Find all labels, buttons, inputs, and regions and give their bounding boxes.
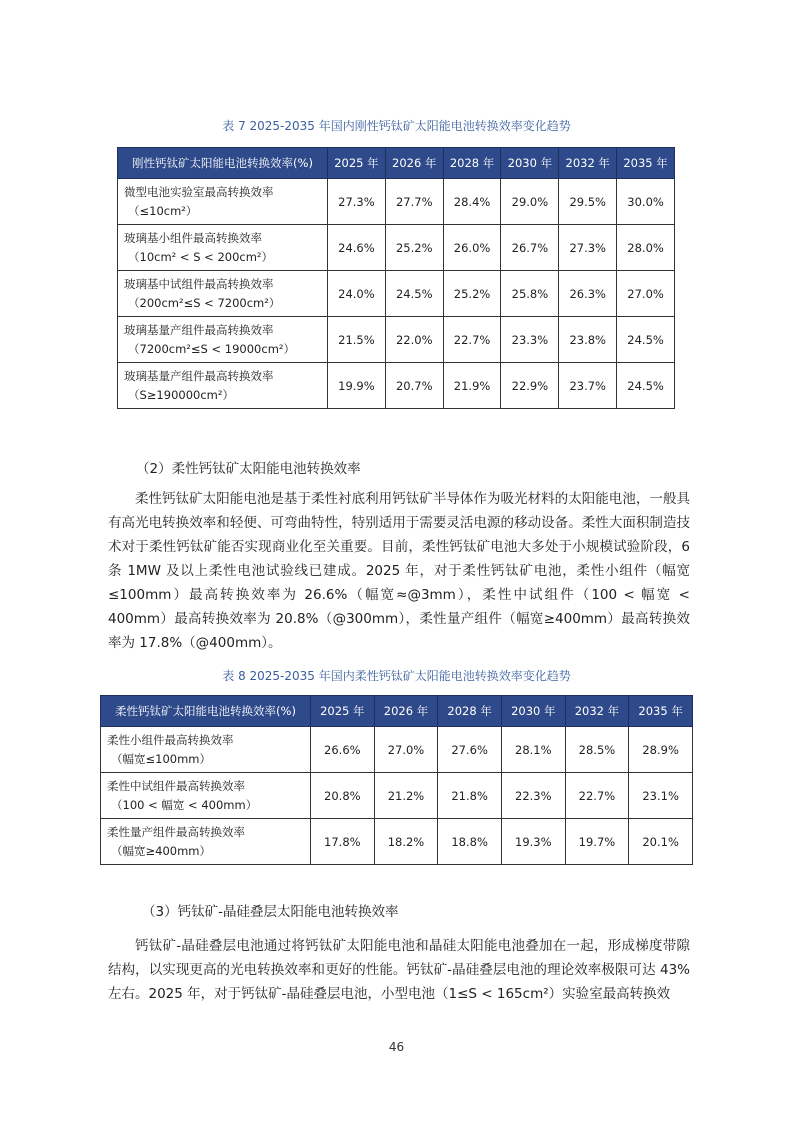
value-cell: 21.9%	[443, 363, 501, 409]
table7-header-cell: 刚性钙钛矿太阳能电池转换效率(%)	[118, 148, 328, 179]
section3-paragraph	[108, 934, 690, 1006]
value-cell: 18.2%	[374, 819, 438, 865]
table7	[117, 147, 675, 409]
table7-header-cell: 2030 年	[501, 148, 559, 179]
table7-header-cell: 2028 年	[443, 148, 501, 179]
value-cell: 22.3%	[501, 773, 565, 819]
row-label: 玻璃基中试组件最高转换效率	[124, 276, 274, 291]
row-label: 玻璃基量产组件最高转换效率	[124, 322, 274, 337]
value-cell: 22.0%	[385, 317, 443, 363]
table7-row	[118, 225, 675, 271]
value-cell: 25.8%	[501, 271, 559, 317]
value-cell: 24.5%	[617, 363, 675, 409]
table7-header-cell: 2032 年	[559, 148, 617, 179]
row-sublabel: （≤10cm²）	[128, 203, 198, 218]
value-cell: 27.0%	[374, 727, 438, 773]
value-cell: 24.0%	[328, 271, 386, 317]
row-sublabel: （7200cm²≤S < 19000cm²）	[128, 341, 296, 356]
value-cell: 17.8%	[311, 819, 375, 865]
table8-header-cell: 2030 年	[501, 696, 565, 727]
value-cell: 18.8%	[438, 819, 502, 865]
row-sublabel: （S≥190000cm²）	[128, 387, 234, 402]
row-label: 柔性量产组件最高转换效率	[107, 824, 245, 839]
value-cell: 28.5%	[565, 727, 629, 773]
table7-row	[118, 179, 675, 225]
value-cell: 27.7%	[385, 179, 443, 225]
value-cell: 23.1%	[629, 773, 693, 819]
table8-caption: 表 8 2025-2035 年国内柔性钙钛矿太阳能电池转换效率变化趋势	[222, 669, 571, 683]
value-cell: 24.5%	[385, 271, 443, 317]
value-cell: 24.5%	[617, 317, 675, 363]
value-cell: 27.6%	[438, 727, 502, 773]
table7-row	[118, 317, 675, 363]
table8-header-cell: 2028 年	[438, 696, 502, 727]
section3-text: 钙钛矿-晶硅叠层电池通过将钙钛矿太阳能电池和晶硅太阳能电池叠加在一起，形成梯度带隙结构，以实现更高的光电转换效率和更好的性能。钙钛矿-晶硅叠层电池的理论效率极限可达 43%左右。2025 年，对于钙钛矿-晶硅叠层电池，小型电池（1≤S < 165cm²）实验室最高转换效	[108, 938, 690, 1002]
value-cell: 25.2%	[385, 225, 443, 271]
value-cell: 28.4%	[443, 179, 501, 225]
table8-row	[101, 773, 693, 819]
value-cell: 25.2%	[443, 271, 501, 317]
table7-header-cell: 2025 年	[328, 148, 386, 179]
value-cell: 23.7%	[559, 363, 617, 409]
value-cell: 22.9%	[501, 363, 559, 409]
row-label-cell	[101, 819, 311, 865]
value-cell: 28.0%	[617, 225, 675, 271]
value-cell: 27.0%	[617, 271, 675, 317]
value-cell: 20.8%	[311, 773, 375, 819]
table8-header-cell: 2032 年	[565, 696, 629, 727]
value-cell: 19.7%	[565, 819, 629, 865]
table8-row	[101, 727, 693, 773]
section3-heading: （3）钙钛矿-晶硅叠层太阳能电池转换效率	[142, 904, 399, 920]
row-sublabel: （幅宽≥400mm）	[111, 843, 211, 858]
value-cell: 27.3%	[328, 179, 386, 225]
value-cell: 26.7%	[501, 225, 559, 271]
value-cell: 23.8%	[559, 317, 617, 363]
row-label-cell	[118, 271, 328, 317]
row-label: 玻璃基小组件最高转换效率	[124, 230, 262, 245]
value-cell: 26.6%	[311, 727, 375, 773]
table7-row	[118, 271, 675, 317]
section2-heading: （2）柔性钙钛矿太阳能电池转换效率	[136, 461, 361, 477]
value-cell: 19.9%	[328, 363, 386, 409]
value-cell: 27.3%	[559, 225, 617, 271]
row-sublabel: （10cm² < S < 200cm²）	[128, 249, 274, 264]
table8-row	[101, 819, 693, 865]
value-cell: 22.7%	[565, 773, 629, 819]
table8-header-row	[101, 696, 693, 727]
value-cell: 23.3%	[501, 317, 559, 363]
row-label: 柔性小组件最高转换效率	[107, 732, 234, 747]
value-cell: 22.7%	[443, 317, 501, 363]
value-cell: 28.9%	[629, 727, 693, 773]
value-cell: 28.1%	[501, 727, 565, 773]
row-label: 微型电池实验室最高转换效率	[124, 184, 274, 199]
table8-header-cell: 2026 年	[374, 696, 438, 727]
table7-header-cell: 2035 年	[617, 148, 675, 179]
value-cell: 20.1%	[629, 819, 693, 865]
row-sublabel: （幅宽≤100mm）	[111, 751, 211, 766]
row-label-cell	[118, 225, 328, 271]
value-cell: 26.3%	[559, 271, 617, 317]
value-cell: 24.6%	[328, 225, 386, 271]
row-sublabel: （200cm²≤S < 7200cm²）	[128, 295, 281, 310]
table8-header-cell: 2035 年	[629, 696, 693, 727]
table7-header-cell: 2026 年	[385, 148, 443, 179]
table8	[100, 695, 693, 865]
table7-caption: 表 7 2025-2035 年国内刚性钙钛矿太阳能电池转换效率变化趋势	[222, 119, 571, 133]
value-cell: 21.8%	[438, 773, 502, 819]
table8-header-cell: 柔性钙钛矿太阳能电池转换效率(%)	[101, 696, 311, 727]
row-label: 玻璃基量产组件最高转换效率	[124, 368, 274, 383]
section2-text: 柔性钙钛矿太阳能电池是基于柔性衬底利用钙钛矿半导体作为吸光材料的太阳能电池，一般具有高光电转换效率和轻便、可弯曲特性，特别适用于需要灵活电源的移动设备。柔性大面积制造技术对于柔性钙钛矿能否实现商业化至关重要。目前，柔性钙钛矿电池大多处于小规模试验阶段，6 条 1MW 及以上柔性电池试验线已建成。2025 年，对于柔性钙钛矿电池，柔性小组件（幅宽≤100mm）最高转换效率为 26.6%（幅宽≈@3mm），柔性中试组件（100 < 幅宽 < 400mm）最高转换效率为 20.8%（@300mm），柔性量产组件（幅宽≥400mm）最高转换效率为 17.8%（@400mm）。	[108, 491, 690, 651]
row-label-cell	[101, 773, 311, 819]
row-sublabel: （100 < 幅宽 < 400mm）	[111, 797, 258, 812]
value-cell: 30.0%	[617, 179, 675, 225]
page-number: 46	[388, 1040, 405, 1054]
value-cell: 29.5%	[559, 179, 617, 225]
row-label-cell	[118, 179, 328, 225]
row-label: 柔性中试组件最高转换效率	[107, 778, 245, 793]
value-cell: 21.5%	[328, 317, 386, 363]
row-label-cell	[118, 317, 328, 363]
value-cell: 21.2%	[374, 773, 438, 819]
table7-header-row	[118, 148, 675, 179]
row-label-cell	[101, 727, 311, 773]
table7-row	[118, 363, 675, 409]
section2-paragraph	[108, 487, 690, 655]
value-cell: 29.0%	[501, 179, 559, 225]
table8-header-cell: 2025 年	[311, 696, 375, 727]
value-cell: 19.3%	[501, 819, 565, 865]
value-cell: 20.7%	[385, 363, 443, 409]
row-label-cell	[118, 363, 328, 409]
value-cell: 26.0%	[443, 225, 501, 271]
